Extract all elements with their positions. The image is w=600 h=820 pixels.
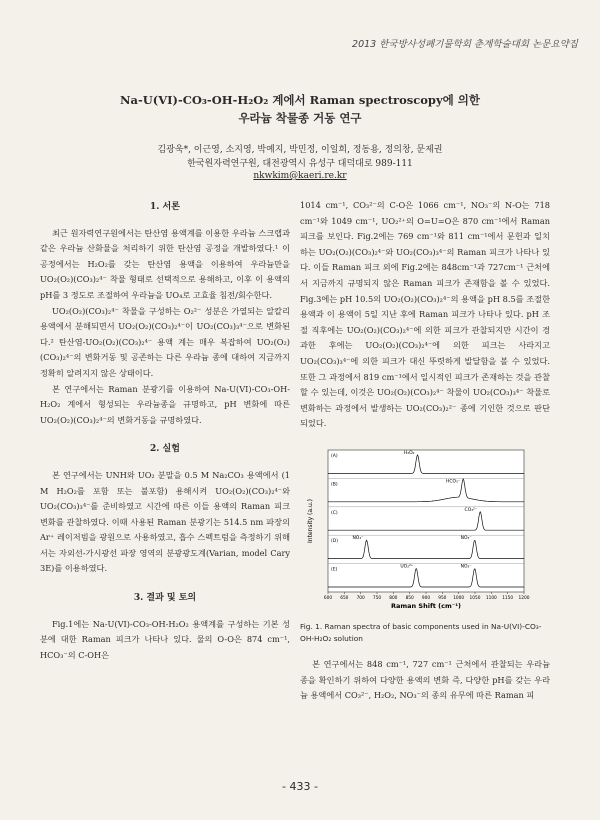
intro-paragraph-3: 본 연구에서는 Raman 분광기를 이용하여 Na-U(VI)-CO₃-OH-H₂O₂ 계에서 형성되는 우라늄종을 규명하고, pH 변화에 따른 UO₂(O₂)(CO₃)₂⁴⁻의 변화거동을 규명하였다. <box>40 383 290 425</box>
x-tick-label: 750 <box>372 595 382 601</box>
author-email[interactable]: nkwkim@kaeri.re.kr <box>253 171 347 181</box>
figure-1 <box>300 446 550 645</box>
raman-spectra-chart <box>300 446 530 611</box>
page-number: - 433 - <box>282 780 318 793</box>
x-tick-label: 1150 <box>502 595 514 601</box>
peak-label: UO₂²⁺ <box>400 564 414 570</box>
figure-caption: Fig. 1. Raman spectra of basic components used in Na-U(VI)-CO₃-OH-H₂O₂ solution <box>300 621 542 643</box>
affiliation: 한국원자력연구원, 대전광역시 유성구 대덕대로 989-111 <box>187 159 413 169</box>
peak-label: NO₃⁻ <box>352 536 364 542</box>
left-column <box>40 198 290 663</box>
intro-paragraph-2: UO₂(O₂)(CO₃)₂⁴⁻ 착물을 구성하는 O₂²⁻ 성분은 가열되는 알칼리 용액에서 분해되면서 UO₂(O₂)(CO₃)₂⁴⁻이 UO₂(CO₃)₃⁴⁻으로 변화된다.² 탄산염-UO₂(O₂)(CO₃)₂⁴⁻ 용액 계는 매우 복잡하여 UO₂(O₂)(CO₃)₂⁴⁻의 변화거동 및 공존하는 다른 우라늄 종에 대하여 지금까지 정확히 알려지지 않은 상태이다. <box>40 305 290 378</box>
results-heading: 3. 결과 및 토의 <box>133 593 197 604</box>
results-continued-paragraph: 1014 cm⁻¹, CO₃²⁻의 C-O은 1066 cm⁻¹, NO₃⁻의 N-O는 718 cm⁻¹와 1049 cm⁻¹, UO₂²⁺의 O=U=O은 870 cm⁻¹에서 Raman 피크를 보인다. Fig.2에는 769 cm⁻¹와 811 cm⁻¹에서 문헌과 일치하는 UO₂(O₂)(CO₃)₂⁴⁻와 UO₂(CO₃)₃⁴⁻의 Raman 피크가 나타나 있다. 이들 Raman 피크 외에 Fig.2에는 848cm⁻¹과 727cm⁻¹ 근처에서 지금까지 규명되지 않은 Raman 피크가 존재함을 볼 수 있었다. Fig.3에는 pH 10.5의 UO₂(O₂)(CO₃)₂⁴⁻의 용액을 pH 8.5를 조절한 용액과 이 용액이 5일 지난 후에 Raman 피크가 나타나 있다. pH 조절 직후에는 UO₂(O₂)(CO₃)₂⁴⁻에 의한 피크가 관찰되지만 시간이 경과한 후에는 UO₂(O₂)(CO₃)₂⁴⁻에 의한 피크는 사라지고 UO₂(CO₃)₃⁴⁻에 의한 피크가 대신 뚜렷하게 발달함을 볼 수 있었다. 또한 그 과정에서 819 cm⁻¹에서 일시적인 피크가 존재하는 것을 관찰할 수 있는데, 이것은 UO₂(O₂)(CO₃)₂⁴⁻ 착물이 UO₂(CO₃)₃⁴⁻ 착물로 변화하는 과정에서 발생하는 UO₂(CO₃)₂²⁻ 종에 기인한 것으로 판단되었다. <box>300 200 550 429</box>
intro-paragraph-1: 최근 원자력연구원에서는 탄산염 용액계를 이용한 우라늄 스크랩과 같은 우라늄 산화물을 처리하기 위한 탄산염 공정을 개발하였다.¹ 이 공정에서는 H₂O₂를 갖는 탄산염 용액을 이용하여 우라늄만을 UO₂(O₂)(CO₃)₂⁴⁻ 착물 형태로 선택적으로 용해하고, 이후 이 용액의 pH를 3 정도로 조절하여 우라늄을 UO₄로 고효율 침전/회수한다. <box>40 227 290 300</box>
right-column <box>300 198 550 704</box>
results-paragraph-1: Fig.1에는 Na-U(VI)-CO₃-OH-H₂O₂ 용액계를 구성하는 기본 성분에 대한 Raman 피크가 나타나 있다. 물의 O-O은 874 cm⁻¹, HCO₃⁻의 C-OH은 <box>40 618 290 660</box>
x-tick-label: 1050 <box>469 595 481 601</box>
peak-label: NO₃⁻ <box>460 564 472 570</box>
intro-heading: 1. 서론 <box>150 202 180 212</box>
panel-label: (D) <box>331 539 338 545</box>
x-tick-label: 650 <box>340 595 349 601</box>
x-tick-label: 850 <box>405 595 414 601</box>
x-tick-label: 700 <box>356 595 365 601</box>
plot-area-frame <box>328 450 524 592</box>
authors: 김광욱*, 이근영, 소지영, 박예지, 박민정, 이일희, 정동용, 정의창, 문제권 <box>157 145 443 155</box>
panel-label: (B) <box>331 482 338 488</box>
paper-title-line2: 우라늄 착물종 거동 연구 <box>238 111 362 125</box>
panel-label: (A) <box>331 453 338 459</box>
panel-label: (C) <box>331 510 338 516</box>
experiment-heading: 2. 실험 <box>150 444 180 455</box>
y-axis-label: Intensity (a.u.) <box>307 498 314 543</box>
x-axis-label: Raman Shift (cm⁻¹) <box>390 601 462 610</box>
x-tick-label: 950 <box>438 595 447 601</box>
peak-label: NO₃⁻ <box>460 536 472 542</box>
x-tick-label: 600 <box>323 595 333 601</box>
peak-label: CO₃²⁻ <box>464 507 478 513</box>
x-tick-label: 900 <box>421 595 431 601</box>
x-tick-label: 1200 <box>518 595 530 601</box>
paper-title-line1: Na-U(VI)-CO₃-OH-H₂O₂ 계에서 Raman spectroscopy에 의한 <box>120 93 480 107</box>
results-paragraph-2: 본 연구에서는 848 cm⁻¹, 727 cm⁻¹ 근처에서 관찰되는 우라늄 종을 확인하기 위하여 다양한 용액의 변화 즉, 다양한 pH를 갖는 우라늄 용액에서 CO₃²⁻, H₂O₂, NO₃⁻의 종의 유무에 따른 Raman 피 <box>300 658 550 701</box>
peak-label: H₂O₂ <box>403 450 415 456</box>
peak-label: HCO₃⁻ <box>445 479 461 485</box>
experiment-paragraph: 본 연구에서는 UNH와 UO₂ 분말을 0.5 M Na₂CO₃ 용액에서 (1 M H₂O₂를 포함 또는 불포함) 용해시켜 UO₂(O₂)(CO₃)₂⁴⁻와 UO₂(CO₃)₃⁴⁻를 준비하였고 시간에 따른 이들 용액의 Raman 피크 변화를 관찰하였다. 이때 사용된 Raman 분광기는 514.5 nm 파장의 Ar⁺ 레이저빔을 광원으로 사용하였고, 흡수 스펙트럼을 측정하기 위해서는 자외선-가시광선 파장 영역의 분광광도계(Varian, model Cary 3E)를 이용하였다. <box>40 469 290 574</box>
x-tick-label: 1100 <box>485 595 497 601</box>
x-tick-label: 1000 <box>453 595 465 601</box>
running-header: 2013 한국방사성폐기물학회 춘계학술대회 논문요약집 <box>352 39 578 50</box>
author-block <box>60 143 540 171</box>
x-tick-label: 800 <box>389 595 398 601</box>
panel-label: (E) <box>331 567 338 573</box>
